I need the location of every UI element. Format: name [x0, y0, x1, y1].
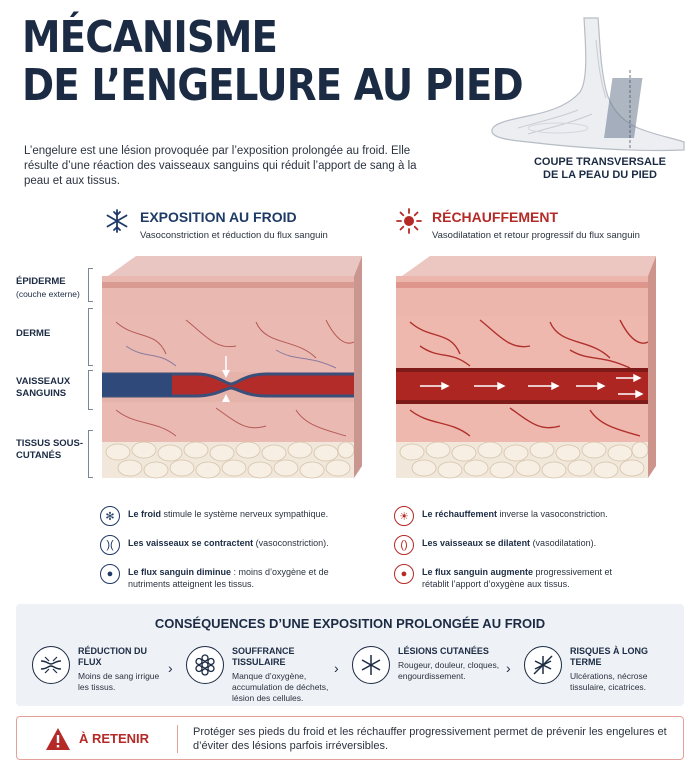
- consequence-item-3: LÉSIONS CUTANÉES Rougeur, douleur, cloques, engourdissement.: [352, 646, 502, 684]
- layer-label-epiderme: ÉPIDERME (couche externe): [16, 276, 80, 299]
- cold-fact-1: ✻ Le froid stimule le système nerveux sympathique.: [100, 506, 340, 526]
- retain-message: Protéger ses pieds du froid et les réchauffer progressivement permet de prévenir les engelures et d’éviter des lésions parfois irréversibles.: [193, 726, 667, 752]
- warm-skin-cross-section: [390, 250, 658, 490]
- reduced-flow-icon: [32, 646, 70, 684]
- cold-subtitle: Vasoconstriction et réduction du flux sanguin: [140, 230, 328, 241]
- title-line-2: DE L’ENGELURE AU PIED: [22, 60, 523, 111]
- snowflake-icon: ✻: [100, 506, 120, 526]
- warm-fact-2: () Les vaisseaux se dilatent (vasodilatation).: [394, 535, 634, 555]
- consequences-title: CONSÉQUENCES D’UNE EXPOSITION PROLONGÉE AU FROID: [154, 616, 546, 631]
- contracting-vessel-icon: )(: [100, 535, 120, 555]
- long-term-risk-icon: [524, 646, 562, 684]
- warm-fact-3: ● Le flux sanguin augmente progressivement et rétablit l’apport d’oxygène aux tissus.: [394, 564, 634, 590]
- cold-fact-2: )( Les vaisseaux se contractent (vasoconstriction).: [100, 535, 340, 555]
- bracket-derme: [88, 308, 93, 366]
- warm-fact-1: ☀ Le réchauffement inverse la vasoconstriction.: [394, 506, 634, 526]
- warm-section-header: [396, 208, 640, 242]
- consequence-item-2: SOUFFRANCE TISSULAIRE Manque d’oxygène, accumulation de déchets, lésion des cellules.: [186, 646, 336, 704]
- retain-divider: [177, 725, 178, 753]
- intro-text: L’engelure est une lésion provoquée par l’exposition prolongée au froid. Elle résulte d’une réaction des vaisseaux sanguins qui réduit l’apport de sang à la peau et aux tissus.: [24, 145, 417, 187]
- foot-illustration: [488, 10, 688, 160]
- layer-label-derme: DERME: [16, 328, 51, 339]
- warm-title: RÉCHAUFFEMENT: [432, 209, 558, 225]
- consequences-panel: [16, 604, 684, 706]
- bracket-epiderme: [88, 268, 93, 302]
- bracket-tissus: [88, 430, 93, 478]
- skin-lesion-icon: [352, 646, 390, 684]
- consequence-item-4: RISQUES À LONG TERME Ulcérations, nécrose tissulaire, cicatrices.: [524, 646, 680, 693]
- blood-drop-icon: ●: [100, 564, 120, 584]
- layer-label-vaisseaux: VAISSEAUX SANGUINS: [16, 376, 71, 399]
- cold-fact-3: ● Le flux sanguin diminue : moins d’oxygène et de nutriments atteignent les tissus.: [100, 564, 340, 590]
- foot-caption: COUPE TRANSVERSALE DE LA PEAU DU PIED: [533, 156, 667, 181]
- consequence-item-1: RÉDUCTION DU FLUX Moins de sang irrigue les tissus.: [32, 646, 172, 693]
- layer-label-tissus: TISSUS SOUS-CUTANÉS: [16, 438, 84, 461]
- snowflake-icon: [104, 208, 130, 234]
- chevron-right-icon: ›: [334, 660, 339, 676]
- title-line-1: MÉCANISME: [22, 12, 278, 63]
- dilating-vessel-icon: (): [394, 535, 414, 555]
- cold-skin-cross-section: [96, 250, 364, 490]
- cold-title: EXPOSITION AU FROID: [140, 209, 297, 225]
- retain-label: À RETENIR: [79, 731, 150, 746]
- blood-drop-icon: ●: [394, 564, 414, 584]
- retain-box: [16, 716, 684, 760]
- bracket-vaisseaux: [88, 370, 93, 410]
- cold-facts: [100, 506, 340, 599]
- page-title: [22, 14, 523, 110]
- chevron-right-icon: ›: [506, 660, 511, 676]
- warm-facts: [394, 506, 634, 599]
- cells-icon: [186, 646, 224, 684]
- warning-icon: [45, 727, 71, 751]
- warm-subtitle: Vasodilatation et retour progressif du flux sanguin: [432, 230, 640, 241]
- sun-icon: [396, 208, 422, 234]
- sun-icon: ☀: [394, 506, 414, 526]
- chevron-right-icon: ›: [168, 660, 173, 676]
- cold-section-header: [104, 208, 328, 242]
